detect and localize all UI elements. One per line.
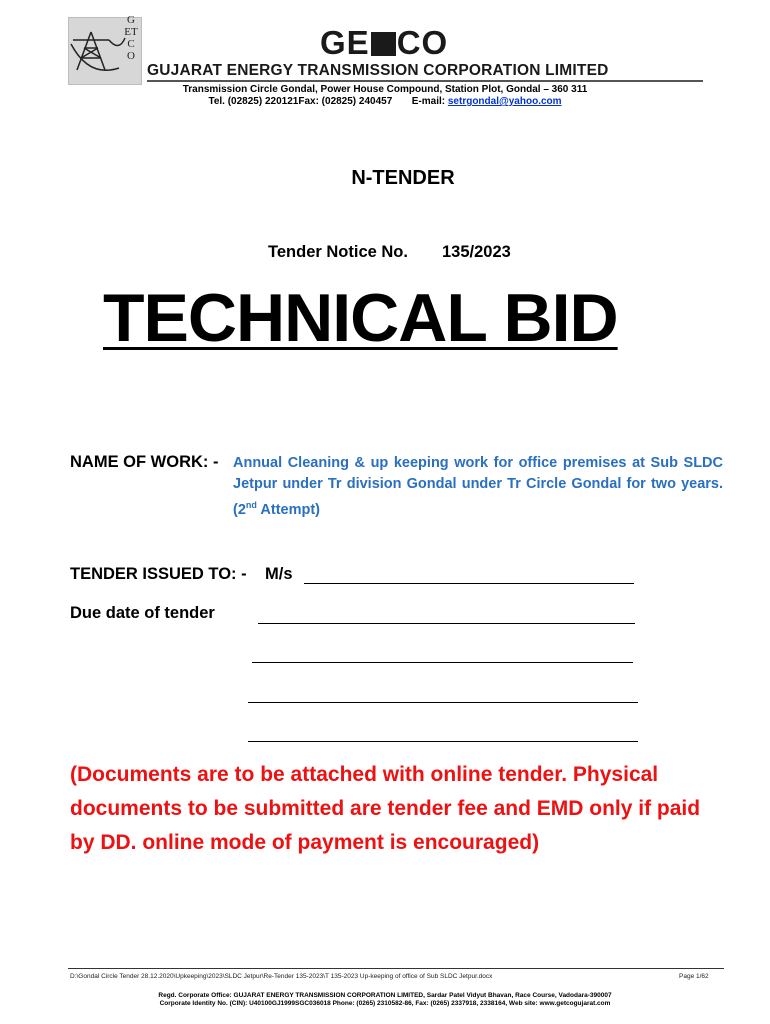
logo-letters: GETCO xyxy=(124,14,138,62)
email-link[interactable]: setrgondal@yahoo.com xyxy=(447,96,562,107)
file-path: D:\Gondal Circle Tender 28.12.2020\Upkeeping\2023\SLDC Jetpur\Re-Tender 135-2023\T 135-2023 Up-keeping of office of Sub SLDC Jetpur.docx xyxy=(70,973,493,980)
registered-office: Regd. Corporate Office: GUJARAT ENERGY TRANSMISSION CORPORATION LIMITED, Sardar Patel Vidyut Bhavan, Race Course, Vadodara-390007 xyxy=(158,992,612,999)
page-number: Page 1/62 xyxy=(679,973,709,980)
due-date-blank xyxy=(258,623,635,624)
ms-label: M/s xyxy=(265,565,293,583)
due-date-label: Due date of tender xyxy=(70,604,215,622)
technical-bid-heading: TECHNICAL BID xyxy=(103,280,618,356)
work-desc-tail: Attempt) xyxy=(256,501,320,518)
brand-t-block xyxy=(371,32,396,56)
notice-number: 135/2023 xyxy=(442,243,511,261)
brand-right: CO xyxy=(396,24,449,61)
footer-divider xyxy=(68,968,724,969)
brand-wordmark xyxy=(320,24,448,62)
address-line: Transmission Circle Gondal, Power House Compound, Station Plot, Gondal – 360 311 xyxy=(182,84,588,95)
blank-line-4 xyxy=(248,741,638,742)
documents-note: (Documents are to be attached with online tender. Physical documents to be submitted are tender fee and EMD only if paid by DD. online mode of payment is encouraged) xyxy=(70,763,701,854)
corporate-identity: Corporate Identity No. (CIN): U40100GJ1999SGC036018 Phone: (0265) 2310582-86, Fax: (0265) 2337918, 2338164, Web site: www.getcogujarat.com xyxy=(159,1000,611,1007)
contact-line xyxy=(0,96,770,107)
blank-line-2 xyxy=(252,662,633,663)
name-of-work-label: NAME OF WORK: - xyxy=(70,453,219,471)
tender-issued-label: TENDER ISSUED TO: - xyxy=(70,565,247,583)
header-divider xyxy=(147,80,703,82)
tender-type: N-TENDER xyxy=(351,167,455,189)
name-of-work-description xyxy=(233,453,723,521)
work-desc-main: Annual Cleaning & up keeping work for office premises at Sub SLDC Jetpur under Tr division Gondal under Tr Circle Gondal for two years.(2 xyxy=(233,455,723,518)
corporation-name: GUJARAT ENERGY TRANSMISSION CORPORATION LIMITED xyxy=(147,62,609,79)
work-desc-sup: nd xyxy=(245,500,257,510)
brand-left: GE xyxy=(320,24,370,61)
email-label: E-mail: xyxy=(411,96,446,107)
blank-line-3 xyxy=(248,702,638,703)
notice-label: Tender Notice No. xyxy=(268,243,408,261)
issued-to-blank xyxy=(304,583,634,584)
tel-fax: Tel. (02825) 220121Fax: (02825) 240457 xyxy=(208,96,393,107)
